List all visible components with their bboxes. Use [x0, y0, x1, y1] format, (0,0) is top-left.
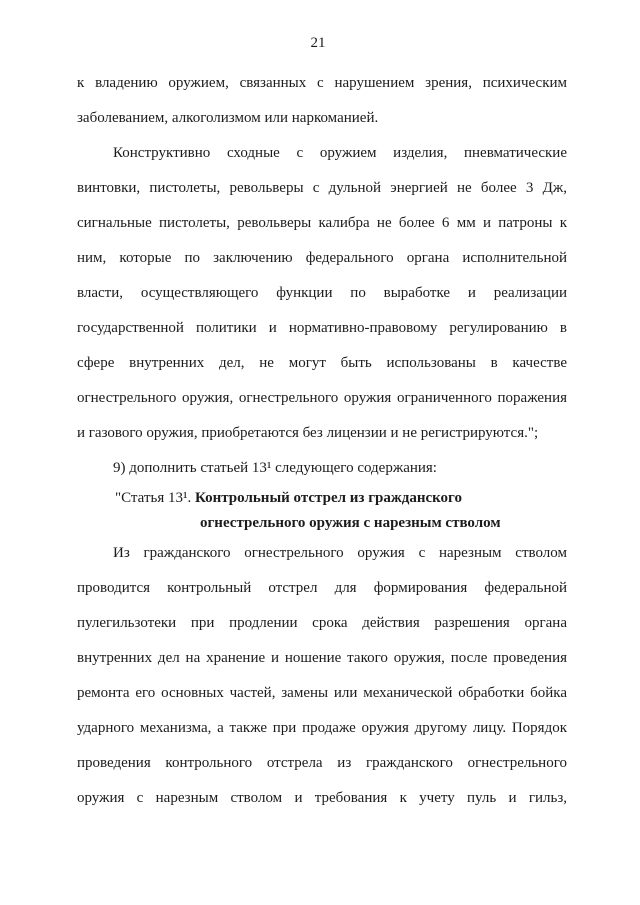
text-line: заболеванием, алкоголизмом или наркоманией.: [77, 110, 379, 126]
paragraph: [77, 66, 567, 136]
article-number: "Статья 13¹.: [115, 490, 192, 506]
text-line: власти, осуществляющего функции по выработке и реализации: [77, 285, 567, 301]
article-heading-line: [77, 486, 567, 511]
text-line: государственной политики и нормативно-правовому регулированию в: [77, 320, 567, 336]
text-line: Конструктивно сходные с оружием изделия, пневматические: [113, 145, 567, 161]
article-title: Контрольный отстрел из гражданского: [194, 490, 462, 506]
text-line: оружия с нарезным стволом и требования к учету пуль и гильз,: [77, 790, 567, 806]
text-line: огнестрельного оружия, огнестрельного оружия ограниченного поражения: [77, 390, 567, 406]
text-line: винтовки, пистолеты, револьверы с дульной энергией не более 3 Дж,: [77, 180, 567, 196]
list-item-9: [77, 451, 567, 486]
text-line: проведения контрольного отстрела из гражданского огнестрельного: [77, 755, 567, 771]
text-line: 9) дополнить статьей 13¹ следующего содержания:: [113, 460, 437, 476]
text-line: проводится контрольный отстрел для формирования федеральной: [77, 580, 567, 596]
paragraph: [77, 136, 567, 451]
text-line: и газового оружия, приобретаются без лицензии и не регистрируются.";: [77, 425, 539, 441]
text-line: ремонта его основных частей, замены или механической обработки бойка: [77, 685, 567, 701]
text-line: пулегильзотеки при продлении срока действия разрешения органа: [77, 615, 567, 631]
document-body: [77, 66, 567, 816]
article-heading: [77, 486, 567, 536]
text-line: к владению оружием, связанных с нарушением зрения, психическим: [77, 75, 567, 91]
text-line: ним, которые по заключению федерального органа исполнительной: [77, 250, 567, 266]
text-line: Из гражданского огнестрельного оружия с нарезным стволом: [113, 545, 567, 561]
article-title: огнестрельного оружия с нарезным стволом: [200, 515, 501, 531]
paragraph: [77, 536, 567, 816]
page-number: 21: [310, 35, 326, 51]
text-line: ударного механизма, а также при продаже оружия другому лицу. Порядок: [77, 720, 567, 736]
text-line: сфере внутренних дел, не могут быть использованы в качестве: [77, 355, 567, 371]
article-heading-line: [77, 511, 567, 536]
text-line: внутренних дел на хранение и ношение такого оружия, после проведения: [77, 650, 567, 666]
text-line: сигнальные пистолеты, револьверы калибра не более 6 мм и патроны к: [77, 215, 567, 231]
